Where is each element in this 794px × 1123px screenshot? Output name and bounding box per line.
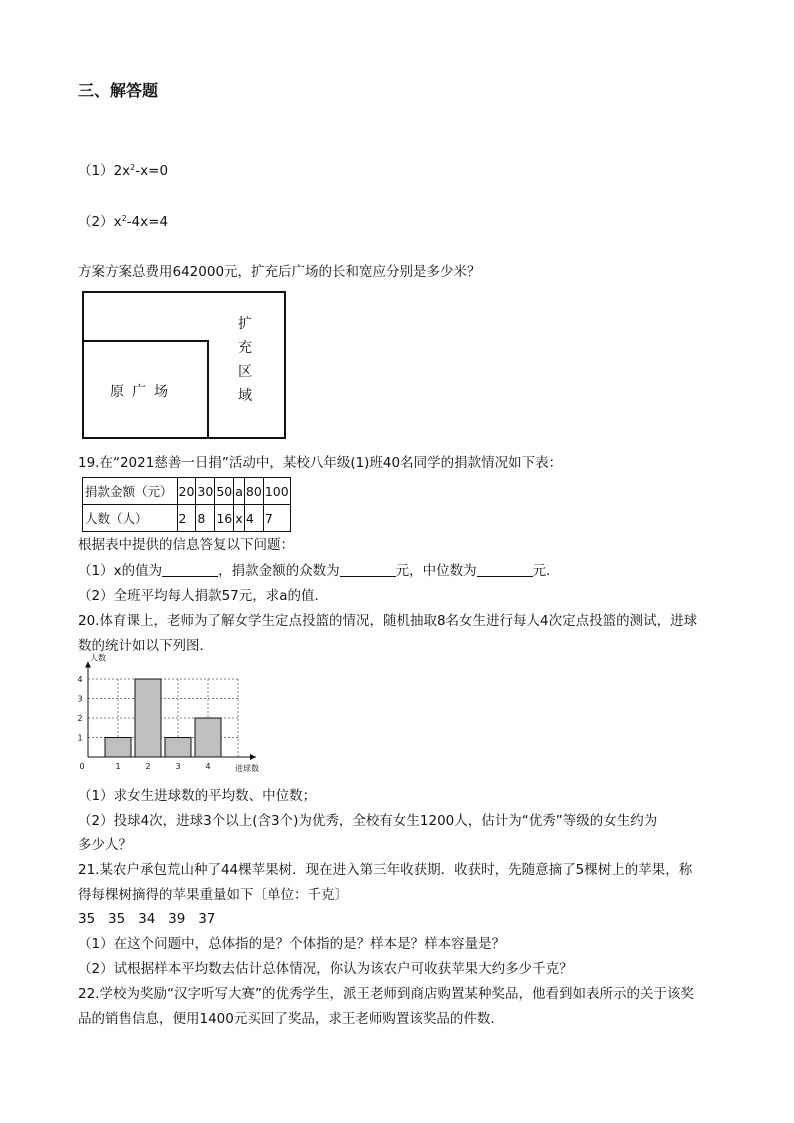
x-tick-label: 3	[175, 762, 181, 771]
x-axis-arrow	[250, 754, 256, 760]
x-tick-label: 4	[205, 762, 211, 771]
x-tick-label: 0	[79, 762, 85, 771]
table-cell: 80	[244, 478, 263, 505]
q19-intro: 根据表中提供的信息答复以下问题：	[78, 537, 294, 553]
plaza-question: 方案方案总费用642000元，扩充后广场的长和宽应分别是多少米？	[78, 264, 481, 280]
table-row	[83, 478, 291, 505]
x-axis-label: 进球数	[235, 764, 259, 773]
x-tick-label: 1	[115, 762, 121, 771]
donation-table	[82, 477, 291, 532]
table-cell: x	[234, 505, 245, 532]
q19-part1: （1）x的值为 ，捐款金额的众数为 元，中位数为 元．	[78, 563, 560, 579]
q21-stem-line1: 21.某农户承包荒山种了44棵苹果树．现在进入第三年收获期．收获时，先随意摘了5棵树上的苹果，称	[78, 862, 693, 878]
bar	[165, 738, 191, 758]
table-cell: 捐款金额（元）	[83, 478, 178, 505]
table-cell: 30	[196, 478, 215, 505]
q22-line2: 品的销售信息，便用1400元买回了奖品，求王老师购置该奖品的件数.	[78, 1011, 495, 1027]
bar	[195, 718, 221, 757]
q20-stem-line2: 数的统计如以下列图．	[78, 638, 213, 654]
bar	[105, 738, 131, 758]
q20-stem-line1: 20.体育课上，老师为了解女学生定点投篮的情况，随机抽取8名女生进行每人4次定点投篮的测试，进球	[78, 613, 698, 629]
expansion-area-label: 扩 充 区 域	[238, 316, 252, 404]
y-tick-label: 2	[77, 714, 83, 723]
equation-2: $(2)x^2-4x=4$	[78, 214, 169, 230]
section-title: 三、解答题	[78, 81, 159, 100]
table-cell: 人数（人）	[83, 505, 178, 532]
y-tick-label: 1	[77, 733, 83, 743]
q20-part2-line1: （2）投球4次，进球3个以上(含3个)为优秀，全校有女生1200人，估计为“优秀”等级的女生约为	[78, 813, 658, 829]
table-cell: 4	[244, 505, 263, 532]
table-row	[83, 505, 291, 532]
q21-stem-line2: 得每棵树摘得的苹果重量如下〔单位：千克〕	[78, 887, 348, 903]
q21-part1: （1）在这个问题中，总体指的是？个体指的是？样本是？样本容量是？	[78, 936, 506, 952]
q20-part2-line2: 多少人？	[78, 837, 132, 853]
q21-part2: （2）试根据样本平均数去估计总体情况，你认为该农户可收获苹果大约多少千克？	[78, 961, 573, 977]
equation-1: $(1)2x^2-x=0$	[78, 163, 169, 179]
q22-line1: 22.学校为奖励“汉字听写大赛”的优秀学生，派王老师到商店购置某种奖品，他看到如表所示的关于该奖	[78, 986, 694, 1002]
table-cell: 2	[177, 505, 196, 532]
y-tick-label: 3	[77, 694, 83, 704]
x-tick-label: 2	[145, 762, 151, 771]
table-cell: a	[234, 478, 245, 505]
q20-part1: （1）求女生进球数的平均数、中位数；	[78, 788, 317, 804]
table-cell: 20	[177, 478, 196, 505]
table-cell: 16	[215, 505, 234, 532]
q21-data: 35 35 34 39 37	[78, 911, 216, 927]
original-plaza-label: 原广场	[110, 384, 176, 400]
table-cell: 8	[196, 505, 215, 532]
bar	[135, 679, 161, 757]
y-axis-label: 人数	[90, 653, 106, 663]
q19-stem: 19.在“2021慈善一日捐”活动中，某校八年级(1)班40名同学的捐款情况如下表：	[78, 455, 563, 471]
y-tick-label: 4	[77, 675, 83, 684]
table-cell: 100	[263, 478, 290, 505]
table-cell: 7	[263, 505, 290, 532]
table-cell: 50	[215, 478, 234, 505]
q19-part2: （2）全班平均每人捐款57元，求a的值．	[78, 588, 329, 604]
shots-bar-chart	[74, 653, 274, 776]
